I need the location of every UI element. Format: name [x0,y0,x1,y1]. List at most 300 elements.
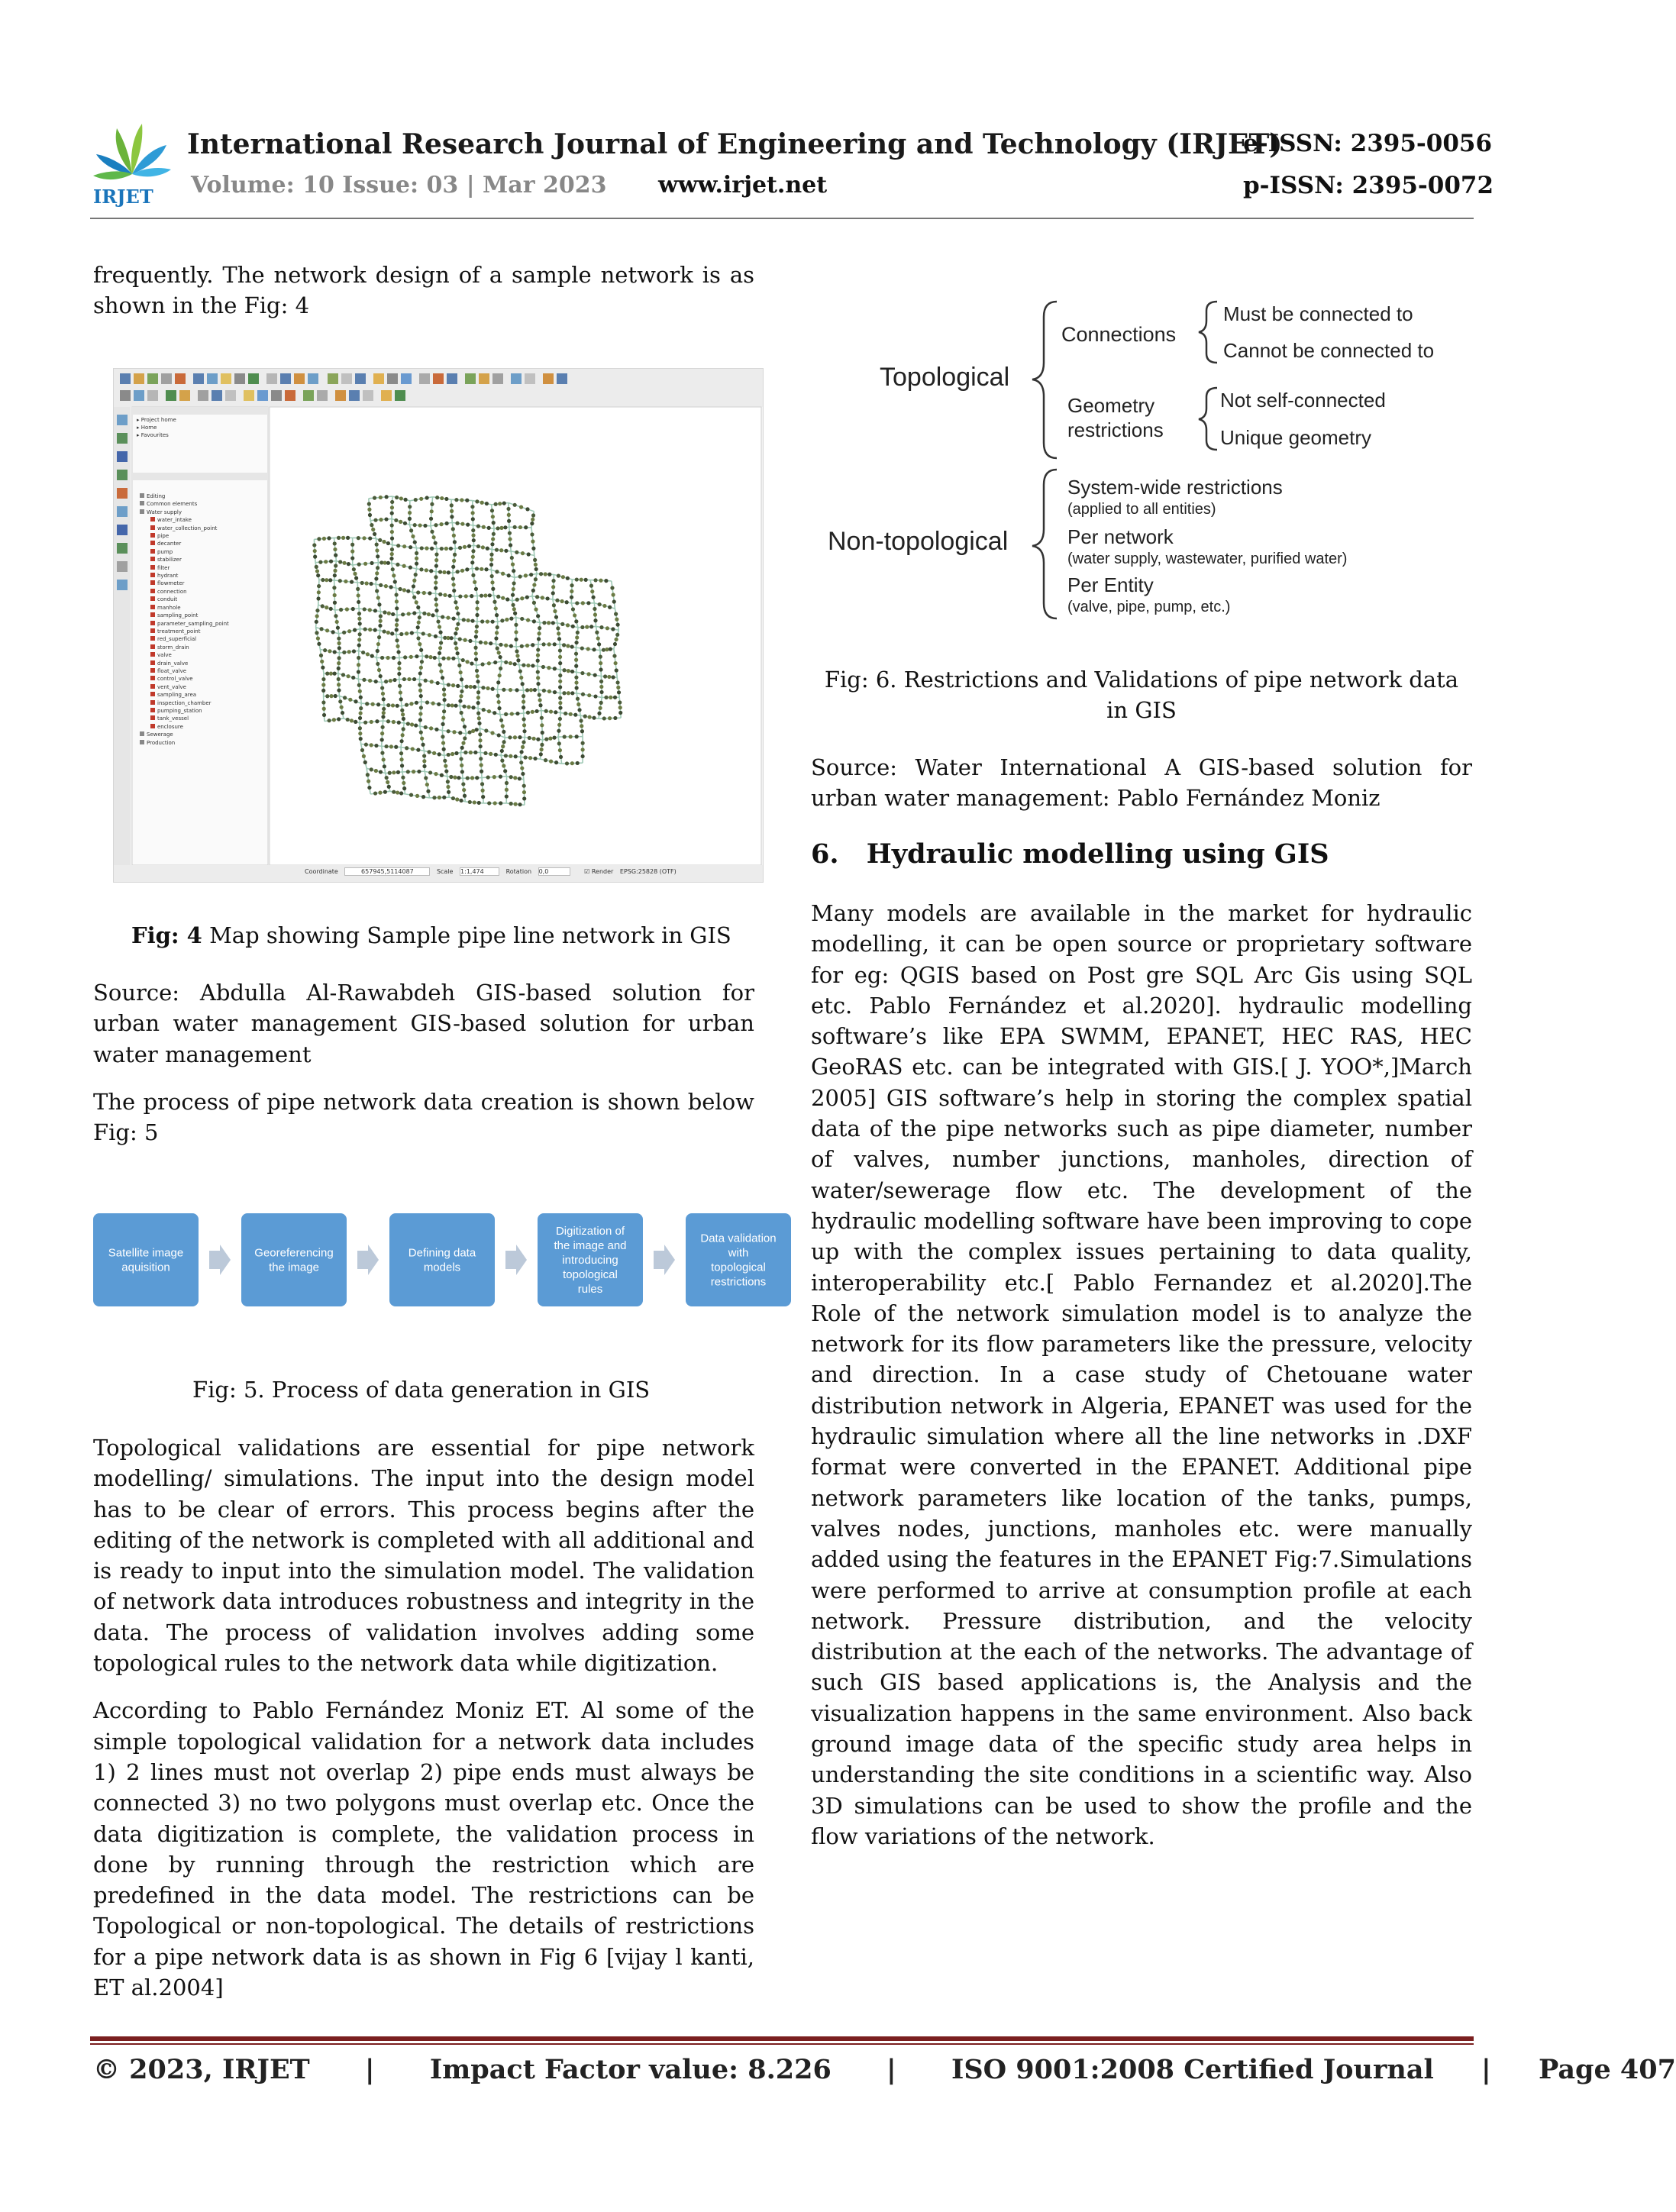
network-node [354,576,358,580]
network-node [473,646,477,650]
layer-item[interactable]: filter [137,564,266,572]
network-node [574,658,578,662]
network-node [500,759,504,763]
network-node [532,583,536,586]
network-node [522,723,526,727]
network-node [454,704,457,708]
layer-item[interactable]: treatment_point [137,628,266,635]
network-node [379,496,383,499]
layer-checkbox[interactable] [140,740,144,744]
layer-item[interactable]: stabilizer [137,556,266,563]
network-node [322,707,326,711]
network-node [504,660,508,664]
network-node [362,754,366,758]
network-node [532,619,536,623]
network-node [358,726,362,730]
network-node [514,754,518,758]
layer-checkbox[interactable] [140,509,144,514]
network-node [357,612,361,615]
paragraph-text: Topological validations are essential for pipe network modelling/ simulations. The input into the design model has to be clear of errors. This process begins after the editing of the network is completed with all additional and is ready to input into the simulation model. The validation of network data introduces robustness and integrity in the data. The process of validation involves adding some topological rules to the network data while digitization. [93,1435,754,1677]
network-node [400,764,404,767]
network-node [420,546,424,550]
per-network-label: Per network [1067,525,1174,548]
layer-checkbox[interactable] [150,589,155,593]
network-node [477,722,481,725]
network-node [574,641,578,644]
layer-checkbox[interactable] [150,724,155,728]
network-node [566,623,570,627]
layer-item[interactable]: hydrant [137,572,266,580]
network-node [388,771,392,775]
layer-checkbox[interactable] [150,644,155,649]
network-node [610,586,614,589]
network-node [412,611,416,615]
network-node [419,694,423,698]
network-node [399,496,403,500]
layer-checkbox[interactable] [150,596,155,601]
network-node [556,626,560,630]
network-node [357,663,360,667]
network-node [605,647,609,651]
network-node [478,738,482,742]
layer-item[interactable]: pump [137,548,266,556]
layer-checkbox[interactable] [150,621,155,625]
network-node [541,731,544,735]
network-node [476,696,480,699]
network-node [492,775,496,779]
layer-checkbox[interactable] [150,700,155,705]
network-node [409,655,413,659]
layer-item[interactable]: control_valve [137,675,266,683]
layer-checkbox[interactable] [150,684,155,689]
layer-item[interactable]: Common elements [137,500,266,508]
network-node [528,736,531,740]
network-node [474,587,478,591]
network-node [460,770,464,773]
network-node [399,587,402,591]
network-node [407,612,411,615]
crs-button[interactable]: EPSG:25828 (OTF) [619,868,677,875]
network-node [438,631,442,635]
layer-checkbox[interactable] [150,652,155,657]
layer-item[interactable]: sampling_area [137,691,266,699]
network-node [486,775,490,779]
layer-item[interactable]: inspection_chamber [137,699,266,707]
network-node [427,750,431,754]
browser-item[interactable]: ▸ Project home [137,417,176,423]
network-node [474,635,478,638]
network-node [387,785,391,789]
layer-checkbox[interactable] [150,605,155,609]
network-node [554,760,558,764]
network-node [401,733,405,737]
network-node [347,650,351,654]
layer-checkbox[interactable] [150,549,155,554]
network-node [411,747,415,751]
network-node [489,563,493,567]
network-node [569,735,573,738]
network-node [487,709,491,713]
network-node [316,573,320,577]
network-node [592,716,596,720]
must-connected-label: Must be connected to [1223,302,1413,325]
network-node [408,505,412,509]
layer-checkbox[interactable] [150,636,155,641]
network-node [554,615,558,619]
network-node [617,690,621,694]
network-node [457,776,460,780]
network-node [573,613,576,617]
network-node [401,712,405,716]
network-node [350,543,354,547]
network-node [476,690,480,694]
network-node [406,770,410,773]
layer-checkbox[interactable] [150,557,155,561]
network-node [483,641,487,644]
network-node [441,715,445,719]
network-node [368,536,372,540]
network-node [451,657,455,660]
network-node [396,563,399,567]
network-node [447,790,450,794]
network-node [613,642,617,646]
network-node [357,643,361,647]
network-node [317,590,321,594]
system-wide-label: System-wide restrictions [1067,476,1283,499]
layer-item[interactable]: pumping_station [137,707,266,715]
layer-checkbox[interactable] [150,628,155,633]
network-node [451,796,455,800]
network-node [414,498,418,502]
network-node [381,725,385,729]
scale-field[interactable]: 1:1,474 [460,867,499,876]
flow-arrow-icon [505,1245,527,1275]
network-node [398,684,402,688]
network-node [337,641,341,645]
network-node [337,656,341,660]
layer-item[interactable]: red_superficial [137,635,266,643]
network-node [503,525,507,529]
network-node [380,738,384,741]
network-node [383,610,386,614]
network-node [512,581,515,585]
coordinate-field[interactable]: 657945,5114087 [344,867,430,876]
network-node [538,703,542,707]
network-node [416,605,420,609]
network-node [546,596,550,600]
network-node [562,668,566,672]
network-node [595,631,599,635]
network-node [519,760,523,764]
network-node [446,780,450,783]
network-node [513,662,517,666]
network-node [356,587,360,591]
network-node [558,706,562,709]
rotation-field[interactable]: 0,0 [538,867,570,876]
network-node [512,607,516,611]
network-node [461,718,465,722]
layer-checkbox[interactable] [140,493,144,498]
network-node [484,567,488,571]
source-text: Source: Water International A GIS-based solution for urban water management: Pablo Fernández Moniz [811,754,1472,812]
network-node [374,744,378,748]
network-node [317,584,321,588]
network-node [446,615,450,619]
network-node [385,776,389,780]
network-node [503,769,507,773]
network-node [386,561,390,565]
layer-item[interactable]: water_collection_point [137,525,266,532]
layer-item[interactable]: flowmeter [137,580,266,587]
network-node [420,737,424,741]
layer-item[interactable]: conduit [137,596,266,603]
network-node [489,752,492,756]
layer-checkbox[interactable] [150,517,155,522]
network-node [552,603,556,607]
network-node [509,754,512,758]
network-node [539,572,543,576]
gis-status-text [305,867,677,876]
network-node [570,761,574,765]
network-node [392,678,396,682]
network-node [376,566,379,570]
network-node [489,553,493,557]
network-node [558,655,562,659]
network-node [499,667,502,670]
layer-item[interactable]: pipe [137,532,266,540]
network-node [471,729,475,733]
journal-website-link[interactable]: www.irjet.net [658,172,828,199]
network-node [570,644,574,648]
network-node [522,700,525,704]
network-node [593,613,597,617]
network-node [368,513,372,517]
layer-checkbox[interactable] [150,541,155,545]
layer-item[interactable]: storm_drain [137,644,266,651]
network-node [602,604,606,608]
network-node [612,654,616,657]
network-node [575,735,579,738]
layer-item[interactable]: drain_valve [137,660,266,667]
layer-item[interactable]: Production [137,739,266,747]
network-node [332,586,336,589]
network-node [518,525,522,529]
network-node [580,646,584,650]
network-node [614,612,618,616]
network-node [459,670,463,674]
network-node [368,608,372,612]
network-node [534,608,538,612]
network-node [327,536,331,540]
network-node [474,657,478,661]
network-node [402,588,406,592]
network-node [471,528,475,532]
network-node [322,537,326,541]
layer-item[interactable]: parameter_sampling_point [137,620,266,628]
network-node [551,585,555,589]
network-node [342,651,346,654]
network-node [429,517,433,521]
layer-item[interactable]: Editing [137,492,266,500]
fig5-process-flow [93,1206,793,1313]
layer-item[interactable]: decanter [137,540,266,547]
network-node [369,582,373,586]
network-node [321,666,325,670]
network-node [419,706,423,709]
layer-checkbox[interactable] [150,692,155,696]
network-node [425,654,428,658]
network-node [535,595,539,599]
network-node [406,722,410,725]
network-node [524,755,528,759]
layer-item[interactable]: vent_valve [137,683,266,691]
network-node [428,655,432,659]
network-node [438,752,441,756]
network-node [360,748,364,752]
network-node [452,589,456,593]
network-node [570,583,573,587]
network-node [458,637,462,641]
network-node [539,752,543,756]
network-node [395,618,399,622]
map-canvas[interactable] [270,407,761,865]
browser-item[interactable]: ▸ Home [137,425,157,431]
network-node [357,600,360,604]
network-node [389,679,392,683]
network-node [481,789,485,793]
network-node [402,786,406,790]
network-node [313,549,317,553]
network-node [429,726,433,730]
network-node [533,558,537,562]
network-node [375,543,379,547]
network-node [416,625,420,629]
network-node [403,522,407,525]
layer-checkbox[interactable] [150,676,155,680]
network-node [365,702,369,706]
layer-checkbox[interactable] [150,525,155,530]
network-node [321,578,325,582]
network-node [577,708,581,712]
layer-item[interactable]: water_intake [137,516,266,524]
layer-item[interactable]: valve [137,651,266,659]
network-node [496,647,499,651]
layer-checkbox[interactable] [140,501,144,505]
paragraph-text: According to Pablo Fernández Moniz ET. Al some of the simple topological validation for a network data includes 1) 2 lines must not overlap 2) pipe ends must always be connected 3) no two polygons must overlap etc. Once the data digitization is complete, the validation process in done by running through the restriction which are predefined in the data model. The restrictions can be Topological or non-topological. The details of restrictions for a pipe network data is as shown in Fig 6 [vijay l kanti, ET al.2004] [93,1697,754,2001]
network-node [581,601,585,605]
network-node [520,596,524,600]
network-node [524,525,528,529]
network-node [537,637,541,641]
network-node [496,526,499,530]
network-node [538,626,541,630]
network-node [487,801,491,805]
network-node [605,626,609,630]
network-node [430,680,434,683]
layer-item[interactable]: connection [137,588,266,596]
network-node [536,676,540,680]
network-node [522,740,525,744]
network-node [521,745,525,749]
layer-item[interactable]: Water supply [137,509,266,516]
network-node [468,639,472,643]
network-node [615,668,618,672]
network-node [319,627,323,631]
layer-checkbox[interactable] [150,580,155,585]
network-node [455,606,459,610]
layer-item[interactable]: tank_vessel [137,715,266,722]
layer-checkbox[interactable] [150,660,155,665]
network-node [504,754,508,757]
network-node [375,571,379,575]
network-node [508,531,512,535]
network-node [522,717,526,721]
network-node [334,694,337,698]
network-node [603,674,607,678]
network-node [385,495,389,499]
right-source [811,752,1472,831]
layer-item[interactable]: enclosure [137,723,266,731]
network-node [370,720,373,724]
topological-label: Topological [880,363,1010,392]
network-node [494,502,498,506]
network-node [409,702,413,706]
network-node [613,696,617,699]
layer-item[interactable]: Sewerage [137,731,266,738]
network-node [536,682,540,686]
browser-item[interactable]: ▸ Favourites [137,432,169,438]
network-node [497,706,501,710]
network-node [367,502,371,505]
network-node [315,614,319,618]
layer-checkbox[interactable] [150,708,155,712]
network-node [557,574,560,578]
layer-checkbox[interactable] [150,612,155,617]
header-divider [90,218,1474,219]
network-node [525,644,529,647]
per-entity-label: Per Entity [1067,573,1154,596]
layer-checkbox[interactable] [140,731,144,736]
network-node [439,522,443,526]
network-node [396,704,399,708]
network-node [519,505,523,509]
network-node [404,498,408,502]
network-node [469,685,473,689]
network-node [452,730,456,734]
layer-checkbox[interactable] [150,668,155,673]
layer-checkbox[interactable] [150,533,155,538]
network-node [352,649,356,653]
layer-checkbox[interactable] [150,573,155,577]
network-node [499,643,502,647]
network-node [363,721,367,725]
network-node [337,688,341,692]
network-node [333,547,337,551]
network-node [474,630,478,634]
layer-item[interactable]: sampling_point [137,612,266,619]
layer-checkbox[interactable] [150,715,155,720]
network-node [455,797,459,801]
network-node [416,590,420,594]
network-node [480,763,483,767]
network-node [358,731,362,735]
render-checkbox[interactable]: ☑ Render [584,868,614,875]
layer-item[interactable]: float_valve [137,667,266,675]
network-node [551,579,555,583]
layer-checkbox[interactable] [150,565,155,570]
layer-item[interactable]: manhole [137,604,266,612]
network-node [350,556,354,560]
